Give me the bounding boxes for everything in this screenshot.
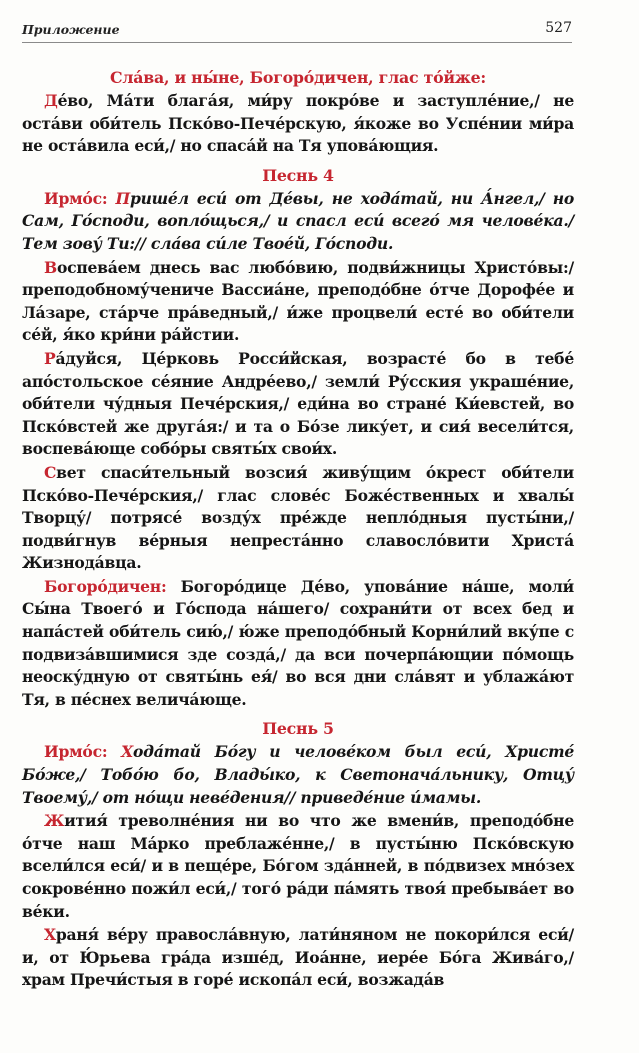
initial-letter: В [44,257,57,277]
initial-letter: Ж [44,811,65,831]
irmos-paragraph [22,741,574,809]
initial-letter: Д [44,91,58,110]
paragraph-text: вет спаси́тельный возсия́ живу́щим о́крест оби́тели Пско́во-Пече́рския,/ глас слове́с Боже́ственных и хвалы́ Творцу́/ потрясе́ возду́х пре́жде непло́дныя пусты́ни,/ подви́гнув ве́рныя непреста́нно славослóвити Христа́ Жизнода́вца. [22,462,574,573]
irmos-paragraph [22,188,574,256]
paragraph [22,924,574,992]
paragraph-text: оспева́ем днесь вас любо́вию, подви́жницы Христо́вы:/ преподобному́чениче Васcиа́не, преподо́бне о́тче Дорофе́е и Ла́заре, ста́рче пра́ведный,/ и́же процвели́ есте́ во оби́тели се́й, я́ко кри́ни ра́йстии. [22,257,574,345]
paragraph-text: е́во, Ма́ти блага́я, ми́ру покро́ве и заступле́ние,/ не оста́ви оби́тель Пско́во-Пече́рскую, я́коже во Успе́нии ми́ра не оста́вила еси́,/ но спаса́й на Тя упова́ющия. [22,91,574,156]
running-title: Приложение [22,22,120,37]
paragraph [22,348,574,461]
section-heading: Сла́ва, и ны́не, Богоро́дичен, глас то́йже: [110,68,486,87]
initial-letter: Р [44,348,56,368]
irmos-label: Ирмо́с: [44,188,116,208]
paragraph [22,462,574,575]
section-heading: Песнь 5 [262,719,334,739]
paragraph-text: а́дуйся, Це́рковь Росси́йская, возрасте́ бо в тебе́ апо́стольское се́яние Андре́ево,/ земли́ Ру́сския украше́ние, оби́тели чу́дныя Пече́рския,/ еди́на во стране́ Ки́евстей, во Пско́встей же друга́я:/ и та о Бо́зе лику́ет, и сия́ весели́тся, воспева́юще собо́ры святы́х свои́х. [22,348,574,459]
paragraph-text: ития́ треволне́ния ни во что же вмени́в, преподо́бне о́тче наш Ма́рко преблаже́нне,/ в пусты́ню Пско́вскую всели́лся еси́/ и в пеще́ре, Бо́гом зда́нней, в по́двизех мно́зех сокрове́нно пожи́л еси́,/ того́ ра́ди па́мять твоя́ пребыва́ет во ве́ки. [22,811,574,921]
text-body [22,66,574,993]
theotokion-paragraph [22,576,574,712]
section-heading: Песнь 4 [262,165,334,185]
irmos-label: Ирмо́с: [44,742,122,762]
initial-letter: Х [121,742,134,762]
initial-letter: Х [44,925,56,945]
page-header [22,20,572,43]
paragraph-text: ришéл еси́ от Дéвы, не хода́тай, ни А́нгел,/ но Сам, Го́споди, вопло́щься,/ и спасл еси́ всего́ мя человéка./ Тем зову́ Ти:// сла́ва си́ле Твоéй, Го́споди. [22,188,574,253]
paragraph [22,810,574,923]
initial-letter: Б [180,576,194,596]
paragraph-text: огоро́дице Де́во, упова́ние на́ше, моли́ Сы́на Твоего́ и Го́спода на́шего/ сохрани́ти от всех бед и напа́стей оби́тель сию́,/ ю́же преподо́бный Корни́лий вку́пе с подвиза́вшимися зде созда́,/ да вси почерпа́ющии по́мощь неоску́дную от святы́нь ея́/ во вся дни сла́вят и ублажа́ют Тя, в пе́снех велича́юще. [22,576,574,709]
initial-letter: С [44,462,57,482]
theotokion-label: Богоро́дичен: [44,576,181,596]
page-number: 527 [545,20,572,36]
paragraph-text: ода́тай Бо́гу и челове́ком был еси́, Христе́ Бо́же,/ Тобо́ю бо, Влады́ко, к Светонача́льнику, Отцу́ Твоему́,/ от но́щи неве́дения// приведе́ние и́мамы. [22,742,574,807]
paragraph [22,257,574,347]
paragraph-text: раня́ ве́ру правосла́вную, лати́няном не покори́лся еси́/ и, от Ю́рьева гра́да изше́д, Иоа́нне, иере́е Бо́га Жива́го,/ храм Пречи́стыя в горе́ ископа́л еси́, возжада́в [22,925,574,990]
paragraph [22,90,574,158]
initial-letter: П [115,188,130,208]
